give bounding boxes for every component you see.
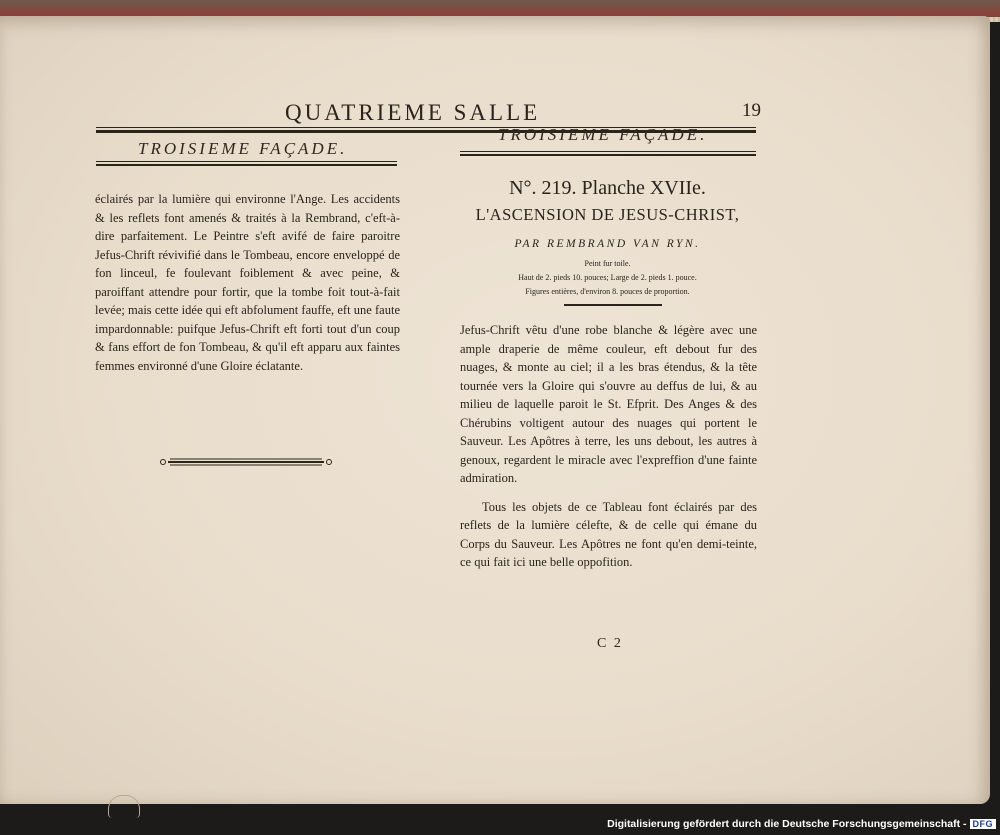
artist-line: PAR REMBRAND VAN RYN. xyxy=(514,238,701,250)
page-number: 19 xyxy=(742,100,761,121)
right-heading-rule-thick xyxy=(460,154,756,156)
right-paragraph-1: Jefus-Chrift vêtu d'une robe blanche & légère avec une ample draperie de même couleur, eft debout fur des nuages, & monte au ciel; il a les bras étendus, & la tête tournée vers la Gloire qui s'ouvre au deffus de lui, & au milieu de laquelle paroit le St. Efprit. Des Anges & des Chérubins voltigent autour des nuages qui portent le Sauveur. Les Apôtres à terre, les uns debout, les autres à genoux, regardent le miracle avec l'expreffion d'une fainte admiration. xyxy=(460,323,757,485)
plate-number: N°. 219. Planche XVIIe. xyxy=(509,177,706,199)
caption-rule xyxy=(564,304,662,306)
dfg-logo: DFG xyxy=(970,819,997,829)
figures-note: Figures entières, d'environ 8. pouces de proportion. xyxy=(525,287,690,296)
left-heading-rule-thick xyxy=(96,164,397,166)
left-column-heading: TROISIEME FAÇADE. xyxy=(138,139,348,158)
left-heading-rule-thin xyxy=(96,161,397,162)
left-paragraph: éclairés par la lumière qui environne l'Ange. Les accidents & les reflets font amenés & traités à la Rembrand, c'eft-à-dire parfaitement. Le Peintre s'eft avifé de faire paroitre Jefus-Chrift révivifié dans le Tombeau, encore enveloppé de fon linceul, fe foulevant foiblement & avec peine, & paroiffant attendre pour fortir, que la tombe foit tout-à-fait levée; mais cette idée qui eft abfolument fauffe, eft une faute impardonnable: puifque Jefus-Chrift eft forti tout d'un coup & fans effort de fon Tombeau, & qu'il eft apparu aux faintes femmes environné d'une Gloire éclatante. xyxy=(95,192,400,373)
right-paragraph-2: Tous les objets de ce Tableau font éclairés par des reflets de la lumière célefte, & de celle qui émane du Corps du Sauveur. Les Apôtres ne font qu'en demi-teinte, ce qui fait ici une belle oppofition. xyxy=(460,499,757,569)
signature-mark: C 2 xyxy=(597,636,623,651)
right-column-heading: TROISIEME FAÇADE. xyxy=(498,125,708,144)
running-title: QUATRIEME SALLE xyxy=(285,100,541,125)
medium-note: Peint fur toile. xyxy=(584,259,631,268)
paper-stain xyxy=(108,795,140,818)
right-column-text xyxy=(460,321,757,582)
right-heading-rule-thin xyxy=(460,151,756,152)
credit-text: Digitalisierung gefördert durch die Deutsche Forschungsgemeinschaft - xyxy=(607,818,967,830)
left-column-text xyxy=(95,190,400,375)
book-page xyxy=(0,16,990,804)
digitization-credit xyxy=(607,818,996,830)
artwork-title: L'ASCENSION DE JESUS-CHRIST, xyxy=(475,205,740,224)
ornamental-divider xyxy=(158,452,334,470)
dimensions-note: Haut de 2. pieds 10. pouces; Large de 2. pieds 1. pouce. xyxy=(518,273,697,282)
